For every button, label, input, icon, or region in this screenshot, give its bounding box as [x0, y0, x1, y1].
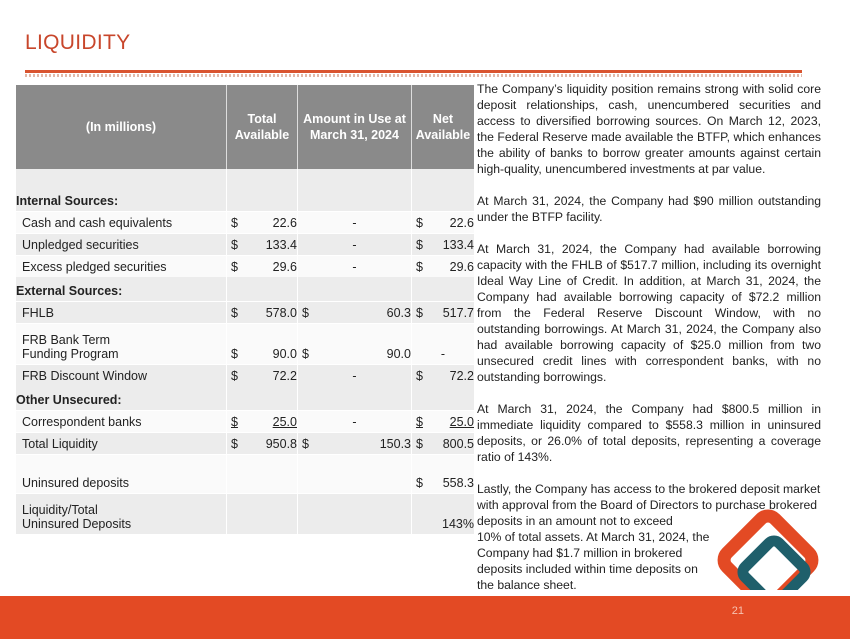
- currency-sign: $: [302, 306, 309, 320]
- section-label: External Sources:: [16, 277, 227, 302]
- cell-value: 25.0: [449, 415, 474, 429]
- paragraph-3: At March 31, 2024, the Company had available borrowing capacity with the FHLB of $517.7 million, including its overnight Ideal Way Line of Credit. In addition, at March 31, 2024, the Company had available borrowing capacity of $72.2 million from the Federal Reserve Discount Window, with no outstanding borrowings. At March 31, 2024, the Company also had available borrowing capacity of $25.0 million from two unsecured credit lines with correspondent banks, with no outstanding borrowings.: [477, 242, 821, 384]
- row-label: FRB Discount Window: [16, 365, 227, 387]
- paragraph-5-lead: Lastly, the Company has access to the brokered deposit market with approval from the Board of Directors to purchase brokered deposits in an amount not to exceed: [477, 482, 821, 528]
- row-label: FHLB: [16, 302, 227, 324]
- currency-sign: $: [231, 415, 238, 429]
- cell-value: 90.0: [386, 347, 411, 361]
- table-row: [16, 324, 474, 365]
- total-available-cell: [227, 433, 298, 455]
- paragraph-5-line: Company had $1.7 million in brokered: [477, 546, 683, 560]
- row-label: Correspondent banks: [16, 411, 227, 433]
- title-rule-shadow: [25, 74, 802, 77]
- net-available-cell: [412, 433, 475, 455]
- cell-value: 800.5: [442, 437, 474, 451]
- column-header: (In millions): [16, 85, 227, 169]
- cell-value: 60.3: [386, 306, 411, 320]
- currency-sign: $: [302, 437, 309, 451]
- cell-value: 558.3: [442, 476, 474, 490]
- paragraph-1: The Company’s liquidity position remains strong with solid core deposit relationships, cash, unencumbered securities and access to diversified borrowing sources. On March 12, 2023, the Federal Reserve made available the BTFP, which enhances the ability of banks to borrow greater amounts against certain high-quality, unencumbered investments at par value.: [477, 82, 821, 176]
- net-available-cell: [412, 411, 475, 433]
- cell-value: 22.6: [272, 216, 297, 230]
- total-available-cell: [227, 302, 298, 324]
- cell-value: 22.6: [449, 216, 474, 230]
- net-available-cell: 143%: [412, 494, 475, 535]
- page-number: 21: [731, 605, 744, 617]
- amount-in-use-cell: [298, 433, 412, 455]
- net-available-cell: [412, 212, 475, 234]
- column-header: Net Available: [412, 85, 475, 169]
- table-header-row: [16, 85, 474, 169]
- cell-value: 72.2: [449, 369, 474, 383]
- currency-sign: $: [231, 238, 238, 252]
- currency-sign: $: [416, 437, 423, 451]
- net-available-cell: [412, 256, 475, 278]
- cell-value: 133.4: [442, 238, 474, 252]
- amount-in-use-cell: -: [298, 234, 412, 256]
- table-row: [16, 365, 474, 387]
- currency-sign: $: [416, 260, 423, 274]
- net-available-cell: [412, 455, 475, 494]
- cell-value: 72.2: [272, 369, 297, 383]
- currency-sign: $: [416, 369, 423, 383]
- total-available-cell: [227, 234, 298, 256]
- table-row: [16, 302, 474, 324]
- cell-value: 29.6: [272, 260, 297, 274]
- section-header-row: [16, 277, 474, 302]
- table-row: [16, 411, 474, 433]
- company-logo-icon: [716, 508, 826, 590]
- currency-sign: $: [416, 415, 423, 429]
- total-available-cell: [227, 411, 298, 433]
- total-available-cell: [227, 324, 298, 365]
- amount-in-use-cell: -: [298, 256, 412, 278]
- cell-value: 29.6: [449, 260, 474, 274]
- currency-sign: $: [231, 260, 238, 274]
- ratio-row: [16, 494, 474, 535]
- net-available-cell: [412, 365, 475, 387]
- currency-sign: $: [416, 238, 423, 252]
- net-available-cell: [412, 234, 475, 256]
- cell-value: 133.4: [265, 238, 297, 252]
- row-label: Liquidity/Total Uninsured Deposits: [16, 494, 227, 535]
- currency-sign: $: [302, 347, 309, 361]
- net-available-cell: -: [412, 324, 475, 365]
- total-row: [16, 433, 474, 455]
- total-available-cell: [227, 365, 298, 387]
- net-available-cell: [412, 302, 475, 324]
- total-available-cell: [227, 256, 298, 278]
- currency-sign: $: [231, 369, 238, 383]
- amount-in-use-cell: -: [298, 365, 412, 387]
- page-title: LIQUIDITY: [25, 31, 131, 54]
- amount-in-use-cell: -: [298, 212, 412, 234]
- cell-value: 90.0: [272, 347, 297, 361]
- table-row: [16, 234, 474, 256]
- section-label: Other Unsecured:: [16, 386, 227, 411]
- total-available-cell: [227, 212, 298, 234]
- row-label: FRB Bank Term Funding Program: [16, 324, 227, 365]
- currency-sign: $: [231, 347, 238, 361]
- currency-sign: $: [231, 437, 238, 451]
- uninsured-row: [16, 455, 474, 494]
- section-header-row: [16, 169, 474, 212]
- paragraph-4: At March 31, 2024, the Company had $800.5 million in immediate liquidity compared to $558.3 million in uninsured deposits, or 26.0% of total deposits, representing a coverage ratio of 143%.: [477, 402, 821, 464]
- currency-sign: $: [416, 216, 423, 230]
- section-label: Internal Sources:: [16, 169, 227, 212]
- column-header: Total Available: [227, 85, 298, 169]
- cell-value: 517.7: [442, 306, 474, 320]
- cell-value: 150.3: [379, 437, 411, 451]
- cell-value: 578.0: [265, 306, 297, 320]
- amount-in-use-cell: [298, 324, 412, 365]
- currency-sign: $: [416, 476, 423, 490]
- paragraph-2: At March 31, 2024, the Company had $90 million outstanding under the BTFP facility.: [477, 194, 821, 224]
- paragraph-5-line: deposits included within time deposits on: [477, 562, 698, 576]
- section-header-row: [16, 386, 474, 411]
- column-header: Amount in Use at March 31, 2024: [298, 85, 412, 169]
- table-row: [16, 256, 474, 278]
- amount-in-use-cell: [298, 302, 412, 324]
- currency-sign: $: [231, 306, 238, 320]
- row-label: Uninsured deposits: [16, 455, 227, 494]
- row-label: Total Liquidity: [16, 433, 227, 455]
- row-label: Excess pledged securities: [16, 256, 227, 278]
- amount-in-use-cell: -: [298, 411, 412, 433]
- paragraph-5-line: 10% of total assets. At March 31, 2024, the: [477, 530, 710, 544]
- liquidity-table: [16, 85, 474, 534]
- paragraph-5-line: the balance sheet.: [477, 578, 577, 592]
- row-label: Cash and cash equivalents: [16, 212, 227, 234]
- cell-value: 25.0: [272, 415, 297, 429]
- currency-sign: $: [416, 306, 423, 320]
- currency-sign: $: [231, 216, 238, 230]
- cell-value: 950.8: [265, 437, 297, 451]
- title-rule: [25, 70, 802, 73]
- row-label: Unpledged securities: [16, 234, 227, 256]
- footer-bar: [0, 596, 850, 639]
- table-row: [16, 212, 474, 234]
